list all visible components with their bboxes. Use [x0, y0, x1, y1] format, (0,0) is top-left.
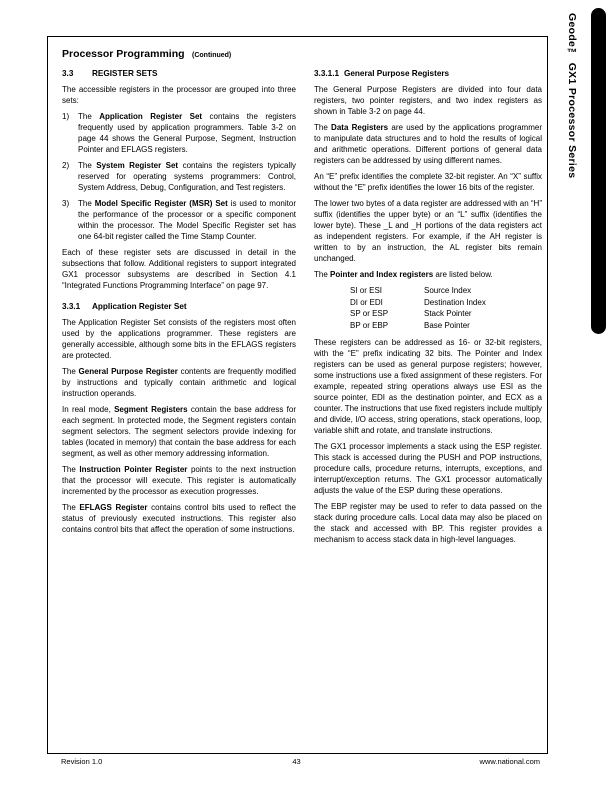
- paragraph: [314, 337, 542, 436]
- side-tab-bar: [591, 8, 606, 334]
- footer-website: www.national.com: [479, 757, 540, 766]
- bold-term: Model Specific Register (MSR) Set: [94, 199, 228, 208]
- register-row: [350, 285, 542, 297]
- text-run: The: [314, 123, 332, 132]
- text-run: are listed below.: [433, 270, 493, 279]
- register-description: Destination Index: [424, 297, 486, 307]
- section-number: 3.3: [62, 69, 74, 78]
- right-column: [314, 68, 542, 550]
- numbered-list-item: [62, 198, 296, 242]
- register-name: BP or EBP: [350, 320, 389, 330]
- register-name: DI or EDI: [350, 297, 383, 307]
- page-footer: [47, 757, 546, 769]
- sidebar-vertical-label: Geode™ GX1 Processor Series: [566, 13, 578, 179]
- bold-term: EFLAGS Register: [79, 503, 148, 512]
- bold-term: Data Registers: [331, 123, 389, 132]
- paragraph: [62, 247, 296, 291]
- text-run: The: [62, 503, 80, 512]
- page-title-continued: (Continued): [192, 52, 232, 59]
- bold-term: Pointer and Index registers: [330, 270, 434, 279]
- page-frame: [47, 36, 548, 754]
- section-heading: [62, 301, 296, 312]
- text-run: The accessible registers in the processor are grouped into three sets:: [62, 85, 296, 105]
- paragraph: [314, 84, 542, 117]
- register-row: [350, 308, 542, 320]
- text-run: The: [78, 199, 95, 208]
- paragraph: [62, 502, 296, 535]
- text-run: The: [78, 161, 97, 170]
- footer-revision: Revision 1.0: [61, 757, 103, 766]
- list-text: [78, 160, 296, 193]
- page-header: [62, 44, 231, 62]
- text-run: In real mode,: [62, 405, 115, 414]
- bold-term: System Register Set: [96, 161, 179, 170]
- section-title: Application Register Set: [92, 302, 187, 311]
- text-run: The GX1 processor implements a stack using the ESP register. This stack is accessed during the PUSH and POP instructions, procedure calls, procedure returns, interrupts, exceptions, and interrupt/exception returns. The GX1 processor automatically adjusts the value of the ESP during these operations.: [314, 442, 542, 495]
- section-title: REGISTER SETS: [92, 69, 158, 78]
- register-row: [350, 320, 542, 332]
- text-run: contains the registers frequently used by application programmers. Table 3-2 on page 44 shows the General Purpose, Segment, Instruction Pointer and EFLAGS registers.: [78, 112, 296, 154]
- text-run: The Application Register Set consists of the registers most often used by the applications programmer. These registers are generally accessible, although some bits in the EFLAGS registers are protected.: [62, 318, 296, 360]
- paragraph: [314, 269, 542, 280]
- list-number: 1): [62, 112, 70, 121]
- text-run: The EBP register may be used to refer to data passed on the stack during procedure calls. Local data may also be placed on the stack and accessed with BP. This register provides a mechanism to access stack data in high-level languages.: [314, 502, 542, 544]
- paragraph: [62, 366, 296, 399]
- register-description: Stack Pointer: [424, 309, 472, 318]
- text-run: The: [78, 112, 100, 121]
- text-run: The lower two bytes of a data register are addressed with an “H” suffix (identifies the upper byte) or an “L” suffix (identifies the lower byte). These _L and _H portions of the data registers act as independent registers. For example, if the AH register is written to by an instruction, the AL register bits remain unchanged.: [314, 199, 542, 263]
- text-run: Each of these register sets are discussed in detail in the subsections that follow. Additional registers to support integrated GX1 processor subsystems are described in Section 4.1 “Integrated Functions Programming Interface” on page 97.: [62, 248, 296, 290]
- text-run: The General Purpose Registers are divided into four data registers, two pointer registers, and two index registers as shown in Table 3-2 on page 44.: [314, 85, 542, 116]
- register-description: Source Index: [424, 286, 472, 295]
- paragraph: [62, 84, 296, 106]
- left-column: [62, 68, 296, 540]
- register-row: [350, 297, 542, 309]
- section-number: 3.3.1.1: [314, 69, 340, 78]
- register-description: Base Pointer: [424, 320, 470, 330]
- section-title: General Purpose Registers: [344, 69, 450, 78]
- register-name: SI or ESI: [350, 286, 383, 295]
- bold-term: Segment Registers: [114, 405, 188, 414]
- bold-term: Application Register Set: [99, 112, 203, 121]
- list-text: [78, 111, 296, 155]
- section-heading: [62, 68, 296, 79]
- paragraph: [314, 441, 542, 496]
- register-name: SP or ESP: [350, 309, 389, 318]
- text-run: is used to monitor the performance of the processor or a specific component within the processor. The Model Specific Register set has one 64-bit register called the Time Stamp Counter.: [78, 199, 296, 241]
- paragraph: [314, 198, 542, 264]
- list-number: 3): [62, 199, 70, 208]
- numbered-list-item: [62, 160, 296, 193]
- section-number: 3.3.1: [62, 302, 81, 311]
- numbered-list-item: [62, 111, 296, 155]
- bold-term: Instruction Pointer Register: [79, 465, 188, 474]
- paragraph: [62, 464, 296, 497]
- text-run: An “E” prefix identifies the complete 32-bit register. An “X” suffix without the “E” prefix identifies the lower 16 bits of the register.: [314, 172, 542, 192]
- text-run: are used by the applications programmer to manipulate data structures and to hold the results of logical and arithmetic operations. Different portions of general data registers can be addressed by using different names.: [314, 123, 542, 165]
- bold-term: General Purpose Register: [78, 367, 178, 376]
- text-run: The: [62, 367, 79, 376]
- text-run: The: [62, 465, 80, 474]
- paragraph: [314, 122, 542, 166]
- register-table: [350, 285, 542, 331]
- text-run: contain the base address for each segment. In protected mode, the Segment registers contain segment selectors. The segment selectors provide indexing for tables (located in memory) that contain the base address for each segment, as well as other memory addressing information.: [62, 405, 296, 458]
- paragraph: [62, 404, 296, 459]
- section-heading: [314, 68, 542, 79]
- text-run: points to the next instruction that the processor will execute. This register is automatically incremented by the processor as execution progresses.: [62, 465, 296, 496]
- text-run: contents are frequently modified by instructions and typically contain arithmetic and logical instruction operands.: [62, 367, 296, 398]
- list-number: 2): [62, 161, 70, 170]
- paragraph: [62, 317, 296, 361]
- text-run: The: [314, 270, 331, 279]
- paragraph: [314, 501, 542, 545]
- footer-page-number: 43: [292, 757, 301, 766]
- text-run: These registers can be addressed as 16- or 32-bit registers, with the “E” prefix indicating 32 bits. The Pointer and Index registers can be used as general purpose registers; however, some instructions use a fixed assignment of these registers. For example, repeated string operations always use ESI as the source pointer, EDI as the destination pointer, and ECX as a counter. The instructions that use fixed registers include multiply and divide, I/O access, string operations, stack operations, loop, variable shift and rotate, and translate instructions.: [314, 338, 542, 435]
- page-title: Processor Programming: [62, 48, 185, 60]
- paragraph: [314, 171, 542, 193]
- text-run: contains the registers typically reserved for operating systems programmers: Control, System Address, Debug, Configuration, and Test registers.: [78, 161, 297, 192]
- text-run: contains control bits used to reflect the status of previously executed instructions. This register also contains control bits that affect the operation of some instructions.: [62, 503, 296, 534]
- list-text: [78, 198, 296, 242]
